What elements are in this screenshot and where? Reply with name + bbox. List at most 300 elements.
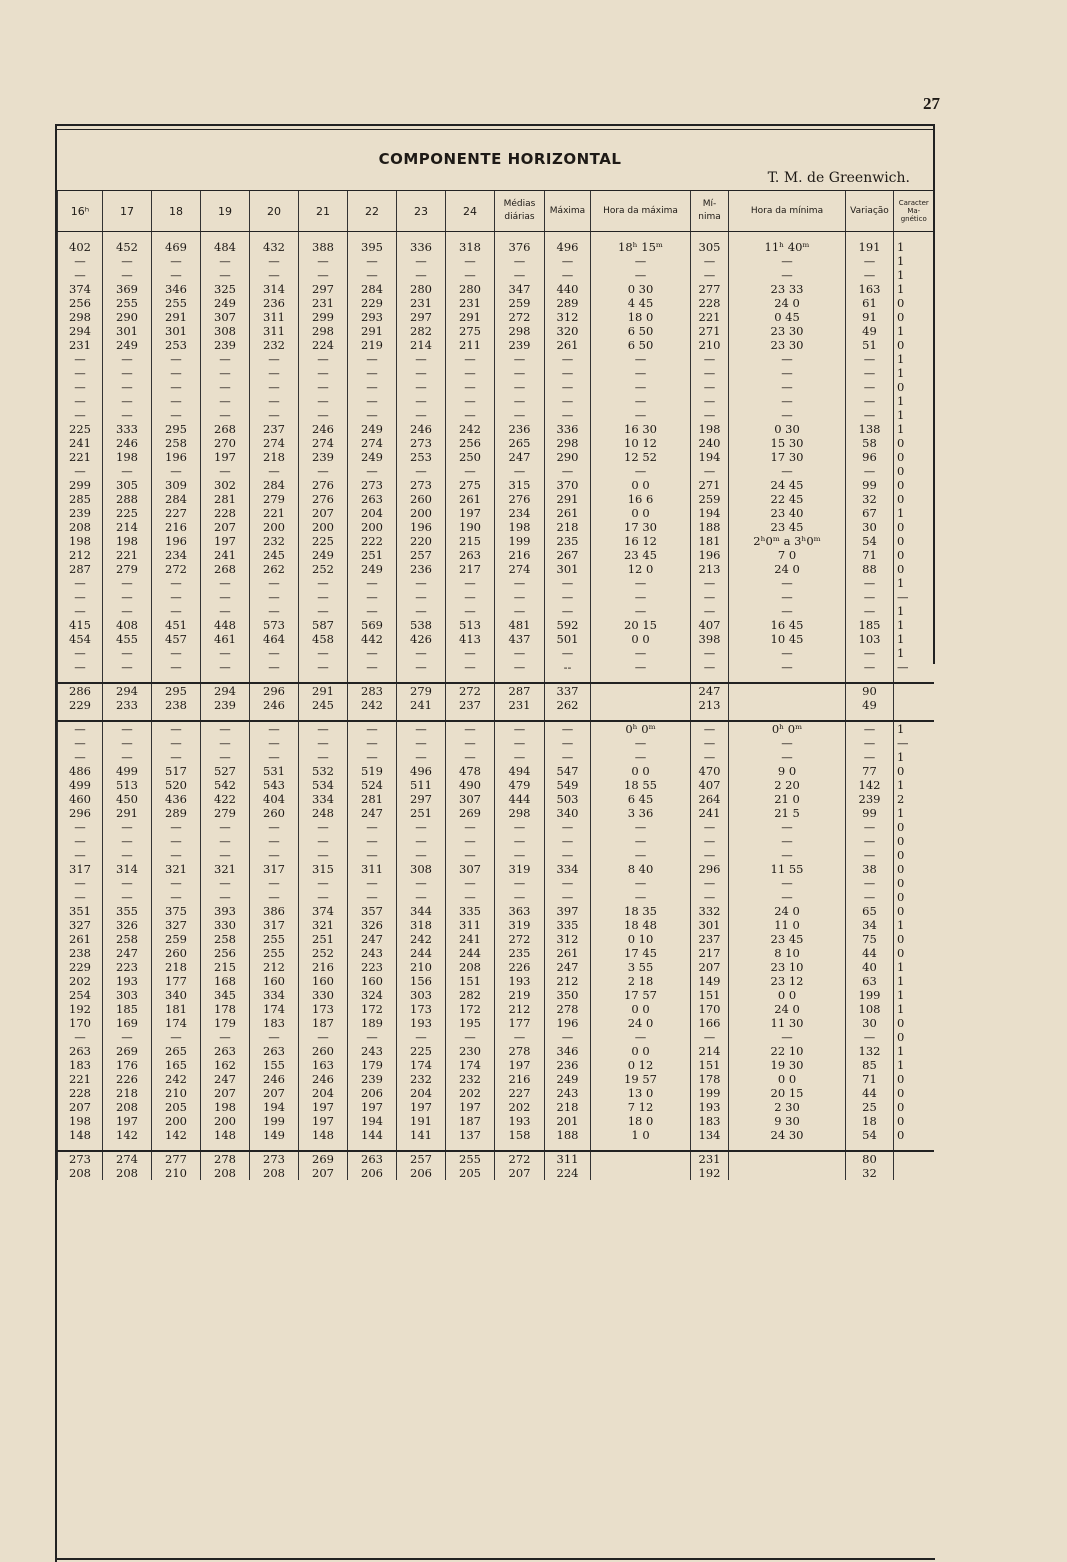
table-cell: — xyxy=(250,590,299,604)
table-cell: 204 xyxy=(299,1086,348,1100)
table-cell: 207 xyxy=(58,1100,103,1114)
table-cell: — xyxy=(58,876,103,890)
table-cell: — xyxy=(545,576,591,590)
table-cell: 1 xyxy=(894,366,934,380)
table-cell: — xyxy=(201,380,250,394)
table-cell: — xyxy=(691,721,729,736)
table-cell: 239 xyxy=(495,338,545,352)
table-cell: 258 xyxy=(103,932,152,946)
table-cell: 254 xyxy=(58,988,103,1002)
table-cell: — xyxy=(397,876,446,890)
table-cell: 0 xyxy=(894,1128,934,1142)
table-cell: 279 xyxy=(397,683,446,698)
table-row xyxy=(58,1072,934,1086)
table-cell: 291 xyxy=(152,310,201,324)
table-cell: — xyxy=(545,352,591,366)
table-row xyxy=(58,464,934,478)
table-cell: 307 xyxy=(201,310,250,324)
table-cell: 357 xyxy=(348,904,397,918)
table-cell xyxy=(894,1166,934,1180)
table-cell: 190 xyxy=(446,520,495,534)
table-cell: — xyxy=(729,254,846,268)
table-cell: 201 xyxy=(545,1114,591,1128)
table-cell: 269 xyxy=(446,806,495,820)
table-cell: 137 xyxy=(446,1128,495,1142)
table-cell: 20 15 xyxy=(729,1086,846,1100)
table-cell: 221 xyxy=(250,506,299,520)
table-cell: 291 xyxy=(299,683,348,698)
table-cell: 18ʰ 15ᵐ xyxy=(591,240,691,254)
table-cell: 9 30 xyxy=(729,1114,846,1128)
table-cell xyxy=(591,683,691,698)
table-cell: — xyxy=(846,721,894,736)
table-cell: 218 xyxy=(250,450,299,464)
table-cell: 246 xyxy=(299,422,348,436)
table-cell: 200 xyxy=(348,520,397,534)
table-cell: — xyxy=(397,834,446,848)
table-cell: 8 40 xyxy=(591,862,691,876)
spacer-cell xyxy=(446,232,495,241)
table-cell: 284 xyxy=(152,492,201,506)
table-cell: — xyxy=(299,1030,348,1044)
table-cell: — xyxy=(201,352,250,366)
table-cell: — xyxy=(495,736,545,750)
table-cell: 261 xyxy=(545,338,591,352)
table-cell: — xyxy=(201,646,250,660)
table-cell: — xyxy=(691,366,729,380)
table-cell: 193 xyxy=(103,974,152,988)
table-cell: 291 xyxy=(545,492,591,506)
spacer-cell xyxy=(58,232,103,241)
table-cell: — xyxy=(591,750,691,764)
table-cell: 15 30 xyxy=(729,436,846,450)
table-cell: 218 xyxy=(152,960,201,974)
table-cell: 99 xyxy=(846,806,894,820)
table-cell: — xyxy=(58,646,103,660)
table-cell: 321 xyxy=(299,918,348,932)
table-cell: 311 xyxy=(545,1151,591,1166)
table-cell: 276 xyxy=(299,492,348,506)
table-cell: — xyxy=(397,848,446,862)
table-cell: — xyxy=(545,834,591,848)
table-cell: — xyxy=(299,646,348,660)
table-cell: 247 xyxy=(103,946,152,960)
table-cell: 246 xyxy=(103,436,152,450)
table-cell: 1 xyxy=(894,282,934,296)
table-cell: 256 xyxy=(446,436,495,450)
table-cell: 212 xyxy=(58,548,103,562)
table-row xyxy=(58,576,934,590)
table-cell: 272 xyxy=(495,932,545,946)
table-cell: 1 xyxy=(894,352,934,366)
table-cell: 6 45 xyxy=(591,792,691,806)
table-cell: — xyxy=(201,590,250,604)
table-cell: 303 xyxy=(397,988,446,1002)
table-cell: 260 xyxy=(152,946,201,960)
table-cell: — xyxy=(250,660,299,674)
table-cell: 330 xyxy=(201,918,250,932)
table-cell: 23 45 xyxy=(729,520,846,534)
table-cell: 247 xyxy=(545,960,591,974)
table-cell: — xyxy=(846,876,894,890)
table-cell: 340 xyxy=(545,806,591,820)
table-cell: 245 xyxy=(250,548,299,562)
table-cell: 0 xyxy=(894,478,934,492)
spacer-cell xyxy=(250,674,299,683)
table-cell: 272 xyxy=(495,1151,545,1166)
spacer-cell xyxy=(103,1142,152,1151)
table-cell: 90 xyxy=(846,683,894,698)
table-cell: — xyxy=(299,750,348,764)
spacer-cell xyxy=(103,232,152,241)
table-cell: 243 xyxy=(348,1044,397,1058)
table-cell: 1 xyxy=(894,394,934,408)
table-cell: — xyxy=(446,380,495,394)
table-cell: — xyxy=(348,820,397,834)
table-cell: 450 xyxy=(103,792,152,806)
table-cell: 275 xyxy=(446,478,495,492)
table-cell: 30 xyxy=(846,520,894,534)
table-cell: 294 xyxy=(201,683,250,698)
table-row xyxy=(58,1114,934,1128)
table-cell: — xyxy=(591,366,691,380)
table-cell: 196 xyxy=(152,534,201,548)
table-cell: 273 xyxy=(58,1151,103,1166)
table-cell: — xyxy=(591,254,691,268)
table-cell xyxy=(894,698,934,712)
table-cell: — xyxy=(152,646,201,660)
spacer-cell xyxy=(691,712,729,721)
table-cell: 196 xyxy=(545,1016,591,1030)
table-cell xyxy=(591,1151,691,1166)
table-cell: 23 33 xyxy=(729,282,846,296)
table-cell: 479 xyxy=(495,778,545,792)
table-cell: 312 xyxy=(545,310,591,324)
top-rule-thin xyxy=(55,129,935,130)
table-cell: 163 xyxy=(846,282,894,296)
spacer-cell xyxy=(846,1142,894,1151)
table-cell: 142 xyxy=(846,778,894,792)
table-cell: 173 xyxy=(397,1002,446,1016)
table-cell: — xyxy=(299,848,348,862)
table-cell: — xyxy=(250,604,299,618)
table-cell: — xyxy=(103,890,152,904)
bottom-rule xyxy=(55,1558,935,1560)
table-cell: — xyxy=(201,408,250,422)
table-cell: — xyxy=(446,1030,495,1044)
table-cell: — xyxy=(299,660,348,674)
table-cell: 499 xyxy=(58,778,103,792)
spacer-cell xyxy=(58,674,103,683)
table-cell: — xyxy=(250,736,299,750)
table-cell: 181 xyxy=(152,1002,201,1016)
table-cell: 244 xyxy=(446,946,495,960)
table-cell: 347 xyxy=(495,282,545,296)
table-cell: 177 xyxy=(152,974,201,988)
table-cell: — xyxy=(545,750,591,764)
table-cell: — xyxy=(591,736,691,750)
table-cell: 23 45 xyxy=(591,548,691,562)
table-cell: — xyxy=(348,576,397,590)
table-cell: — xyxy=(545,890,591,904)
table-cell: 197 xyxy=(397,1100,446,1114)
table-row xyxy=(58,492,934,506)
spacer-row xyxy=(58,232,934,241)
spacer-cell xyxy=(495,1142,545,1151)
table-cell: 18 0 xyxy=(591,310,691,324)
table-cell: — xyxy=(397,394,446,408)
table-cell: — xyxy=(397,254,446,268)
table-cell: 277 xyxy=(152,1151,201,1166)
table-cell: — xyxy=(591,268,691,282)
table-cell: 470 xyxy=(691,764,729,778)
table-cell: 255 xyxy=(103,296,152,310)
table-cell: 0 xyxy=(894,534,934,548)
table-cell: 1 xyxy=(894,974,934,988)
table-cell: 294 xyxy=(58,324,103,338)
table-cell: 346 xyxy=(545,1044,591,1058)
table-row xyxy=(58,366,934,380)
table-cell: — xyxy=(348,254,397,268)
table-cell: 318 xyxy=(397,918,446,932)
table-cell: — xyxy=(846,394,894,408)
spacer-cell xyxy=(495,232,545,241)
table-cell: — xyxy=(201,820,250,834)
table-cell: 185 xyxy=(103,1002,152,1016)
table-cell: 158 xyxy=(495,1128,545,1142)
table-cell: 415 xyxy=(58,618,103,632)
table-cell: 319 xyxy=(495,862,545,876)
table-cell: — xyxy=(691,820,729,834)
table-cell: — xyxy=(729,820,846,834)
table-cell: 499 xyxy=(103,764,152,778)
table-cell: 279 xyxy=(250,492,299,506)
table-cell: — xyxy=(299,464,348,478)
table-cell: 0 10 xyxy=(591,932,691,946)
col-header: Hora da mínima xyxy=(729,191,846,232)
table-cell: 538 xyxy=(397,618,446,632)
col-header: 17 xyxy=(103,191,152,232)
table-cell: — xyxy=(397,646,446,660)
table-cell: 32 xyxy=(846,492,894,506)
table-cell: 202 xyxy=(495,1100,545,1114)
table-cell: — xyxy=(152,736,201,750)
table-row xyxy=(58,618,934,632)
table-cell: 178 xyxy=(201,1002,250,1016)
col-header: 20 xyxy=(250,191,299,232)
table-cell: 243 xyxy=(348,946,397,960)
table-cell: 207 xyxy=(201,520,250,534)
table-cell: 0 xyxy=(894,932,934,946)
table-cell: 221 xyxy=(58,1072,103,1086)
spacer-cell xyxy=(299,712,348,721)
table-cell: 267 xyxy=(545,548,591,562)
table-cell: 197 xyxy=(299,1114,348,1128)
table-cell: 149 xyxy=(250,1128,299,1142)
table-row xyxy=(58,1002,934,1016)
table-cell: 291 xyxy=(446,310,495,324)
table-cell: 77 xyxy=(846,764,894,778)
table-cell: 239 xyxy=(846,792,894,806)
table-cell: 298 xyxy=(299,324,348,338)
table-cell: — xyxy=(495,848,545,862)
table-cell: — xyxy=(250,254,299,268)
table-cell: 0 xyxy=(894,1072,934,1086)
spacer-cell xyxy=(691,1142,729,1151)
table-cell: 236 xyxy=(250,296,299,310)
table-cell: 174 xyxy=(152,1016,201,1030)
table-cell: 263 xyxy=(446,548,495,562)
table-cell: 229 xyxy=(58,698,103,712)
spacer-row xyxy=(58,1142,934,1151)
table-cell: — xyxy=(103,268,152,282)
spacer-cell xyxy=(729,712,846,721)
table-cell: 303 xyxy=(103,988,152,1002)
table-cell: 30 xyxy=(846,1016,894,1030)
table-cell: — xyxy=(729,408,846,422)
table-cell: 177 xyxy=(495,1016,545,1030)
table-cell: 301 xyxy=(545,562,591,576)
table-cell: 193 xyxy=(691,1100,729,1114)
table-cell: 196 xyxy=(152,450,201,464)
table-cell: — xyxy=(545,736,591,750)
table-cell: — xyxy=(103,394,152,408)
table-cell: — xyxy=(348,890,397,904)
table-cell: — xyxy=(846,604,894,618)
table-cell: — xyxy=(201,366,250,380)
table-cell xyxy=(729,683,846,698)
spacer-cell xyxy=(894,712,934,721)
table-cell: — xyxy=(103,576,152,590)
table-cell: 231 xyxy=(299,296,348,310)
table-cell: — xyxy=(495,820,545,834)
table-cell: — xyxy=(495,750,545,764)
spacer-cell xyxy=(58,1142,103,1151)
table-cell: — xyxy=(495,464,545,478)
table-cell: 22 10 xyxy=(729,1044,846,1058)
table-cell: 1 xyxy=(894,918,934,932)
table-row xyxy=(58,646,934,660)
table-cell: — xyxy=(201,721,250,736)
table-cell: 334 xyxy=(545,862,591,876)
table-cell: 284 xyxy=(348,282,397,296)
table-cell: — xyxy=(894,660,934,674)
table-cell: — xyxy=(545,820,591,834)
table-cell: 263 xyxy=(250,1044,299,1058)
table-cell: 369 xyxy=(103,282,152,296)
table-cell: — xyxy=(729,464,846,478)
table-cell: — xyxy=(397,721,446,736)
table-cell: 261 xyxy=(545,506,591,520)
table-cell: 0 xyxy=(894,464,934,478)
table-cell: 212 xyxy=(495,1002,545,1016)
table-row xyxy=(58,520,934,534)
table-cell: 281 xyxy=(201,492,250,506)
table-cell: 437 xyxy=(495,632,545,646)
table-cell: 0 xyxy=(894,1114,934,1128)
table-cell: 214 xyxy=(397,338,446,352)
table-row xyxy=(58,1100,934,1114)
table-cell: 197 xyxy=(446,1100,495,1114)
table-cell: 0 xyxy=(894,834,934,848)
table-cell: 156 xyxy=(397,974,446,988)
table-cell: 204 xyxy=(397,1086,446,1100)
table-cell: 317 xyxy=(58,862,103,876)
table-cell: — xyxy=(729,848,846,862)
table-cell: 197 xyxy=(103,1114,152,1128)
table-cell: 334 xyxy=(250,988,299,1002)
table-cell: — xyxy=(397,890,446,904)
table-cell: 207 xyxy=(299,506,348,520)
table-cell: 287 xyxy=(58,562,103,576)
table-cell: 0 0 xyxy=(591,1044,691,1058)
spacer-cell xyxy=(446,1142,495,1151)
table-cell: — xyxy=(299,834,348,848)
table-cell: — xyxy=(201,876,250,890)
table-cell: — xyxy=(103,1030,152,1044)
table-cell: 0 0 xyxy=(591,632,691,646)
table-row xyxy=(58,408,934,422)
table-cell: 54 xyxy=(846,534,894,548)
table-cell: 1 xyxy=(894,422,934,436)
table-row xyxy=(58,820,934,834)
table-cell: 272 xyxy=(152,562,201,576)
table-row xyxy=(58,352,934,366)
table-cell: — xyxy=(250,464,299,478)
table-cell: 226 xyxy=(495,960,545,974)
table-cell: 222 xyxy=(348,534,397,548)
table-cell: 314 xyxy=(250,282,299,296)
table-cell: 237 xyxy=(446,698,495,712)
table-cell: 178 xyxy=(691,1072,729,1086)
table-cell: — xyxy=(495,408,545,422)
table-cell: 10 12 xyxy=(591,436,691,450)
table-cell: 520 xyxy=(152,778,201,792)
table-cell: — xyxy=(397,590,446,604)
table-cell: — xyxy=(152,834,201,848)
table-cell: 0 xyxy=(894,876,934,890)
table-cell: — xyxy=(691,352,729,366)
table-cell: 24 0 xyxy=(729,904,846,918)
spacer-row xyxy=(58,674,934,683)
table-cell: 193 xyxy=(495,1114,545,1128)
table-cell: — xyxy=(446,890,495,904)
table-cell: — xyxy=(397,1030,446,1044)
table-cell: — xyxy=(103,408,152,422)
table-cell: 0 xyxy=(894,338,934,352)
table-cell: 320 xyxy=(545,324,591,338)
table-cell: 0 xyxy=(894,820,934,834)
table-cell: 221 xyxy=(691,310,729,324)
table-cell: — xyxy=(846,890,894,904)
table-cell: — xyxy=(446,408,495,422)
table-cell: 317 xyxy=(250,862,299,876)
table-cell: 486 xyxy=(58,764,103,778)
table-row xyxy=(58,736,934,750)
table-cell: 299 xyxy=(58,478,103,492)
table-cell: — xyxy=(691,890,729,904)
table-cell: 262 xyxy=(250,562,299,576)
table-cell: — xyxy=(348,590,397,604)
table-cell: — xyxy=(729,834,846,848)
table-cell: 351 xyxy=(58,904,103,918)
table-cell: 216 xyxy=(495,548,545,562)
table-cell: 217 xyxy=(691,946,729,960)
table-cell: 1 xyxy=(894,576,934,590)
table-cell: -- xyxy=(545,660,591,674)
table-cell: 71 xyxy=(846,1072,894,1086)
table-cell: 239 xyxy=(58,506,103,520)
